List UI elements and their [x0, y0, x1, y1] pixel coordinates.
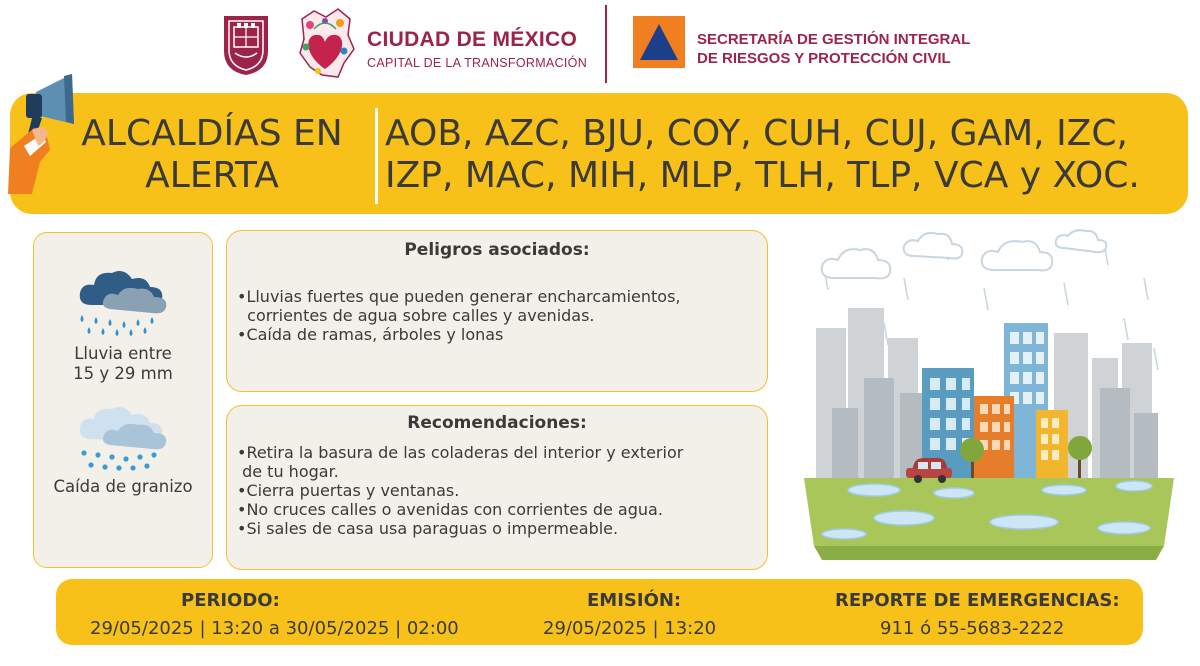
recommendations-box	[226, 405, 768, 570]
recommendations-title: Recomendaciones:	[407, 413, 587, 433]
hail-cloud-icon	[74, 405, 174, 473]
hazards-title: Peligros asociados:	[404, 240, 590, 260]
rain-cloud-icon	[72, 265, 176, 337]
recommendation-item: de tu hogar.	[237, 462, 339, 481]
alert-label-line-2: ALERTA	[145, 155, 279, 196]
alert-label-line-1: ALCALDÍAS EN	[81, 113, 343, 154]
civil-protection-triangle-icon	[633, 16, 685, 68]
alert-districts-line-1: AOB, AZC, BJU, COY, CUH, CUJ, GAM, IZC,	[385, 113, 1128, 154]
header-divider	[605, 5, 607, 83]
period-value: 29/05/2025 | 13:20 a 30/05/2025 | 02:00	[90, 618, 459, 639]
hazards-box	[226, 230, 768, 392]
recommendation-item: •Si sales de casa usa paraguas o impermeable.	[237, 519, 619, 538]
conditions-panel	[33, 232, 213, 568]
alert-districts-line-2: IZP, MAC, MIH, MLP, TLH, TLP, VCA y XOC.	[385, 155, 1140, 196]
recommendation-item: •Cierra puertas y ventanas.	[237, 481, 460, 500]
emission-value: 29/05/2025 | 13:20	[543, 618, 717, 639]
rain-label	[34, 344, 212, 384]
recommendations-list	[237, 443, 762, 538]
agency-name	[697, 30, 970, 68]
heart-emblem-icon	[292, 5, 358, 83]
recommendation-item: •Retira la basura de las coladeras del interior y exterior	[237, 443, 684, 462]
rain-label-line-2: 15 y 29 mm	[73, 364, 173, 383]
hazard-item: •Lluvias fuertes que pueden generar encharcamientos,	[237, 287, 681, 306]
city-name: CIUDAD DE MÉXICO	[367, 28, 578, 51]
hazards-list	[237, 287, 762, 344]
hazard-item: corrientes de agua sobre calles y avenidas.	[237, 306, 595, 325]
city-brand	[367, 28, 587, 70]
city-slogan: CAPITAL DE LA TRANSFORMACIÓN	[367, 56, 588, 70]
agency-line-1: SECRETARÍA DE GESTIÓN INTEGRAL	[697, 31, 971, 48]
period-label: PERIODO:	[181, 590, 280, 611]
hazard-item: •Caída de ramas, árboles y lonas	[237, 325, 504, 344]
emergency-label: REPORTE DE EMERGENCIAS:	[835, 590, 1120, 611]
alert-label	[62, 113, 362, 197]
rainy-city-illustration	[804, 228, 1174, 563]
hail-label	[34, 477, 212, 497]
agency-line-2: DE RIESGOS Y PROTECCIÓN CIVIL	[697, 50, 951, 67]
coat-of-arms-icon	[221, 13, 271, 77]
alert-districts	[385, 113, 1185, 197]
emergency-value: 911 ó 55-5683-2222	[880, 618, 1065, 639]
hail-label-line-1: Caída de granizo	[53, 477, 193, 496]
banner-divider	[375, 108, 378, 204]
rain-label-line-1: Lluvia entre	[74, 344, 172, 363]
emission-label: EMISIÓN:	[587, 590, 682, 611]
recommendation-item: •No cruces calles o avenidas con corrientes de agua.	[237, 500, 663, 519]
